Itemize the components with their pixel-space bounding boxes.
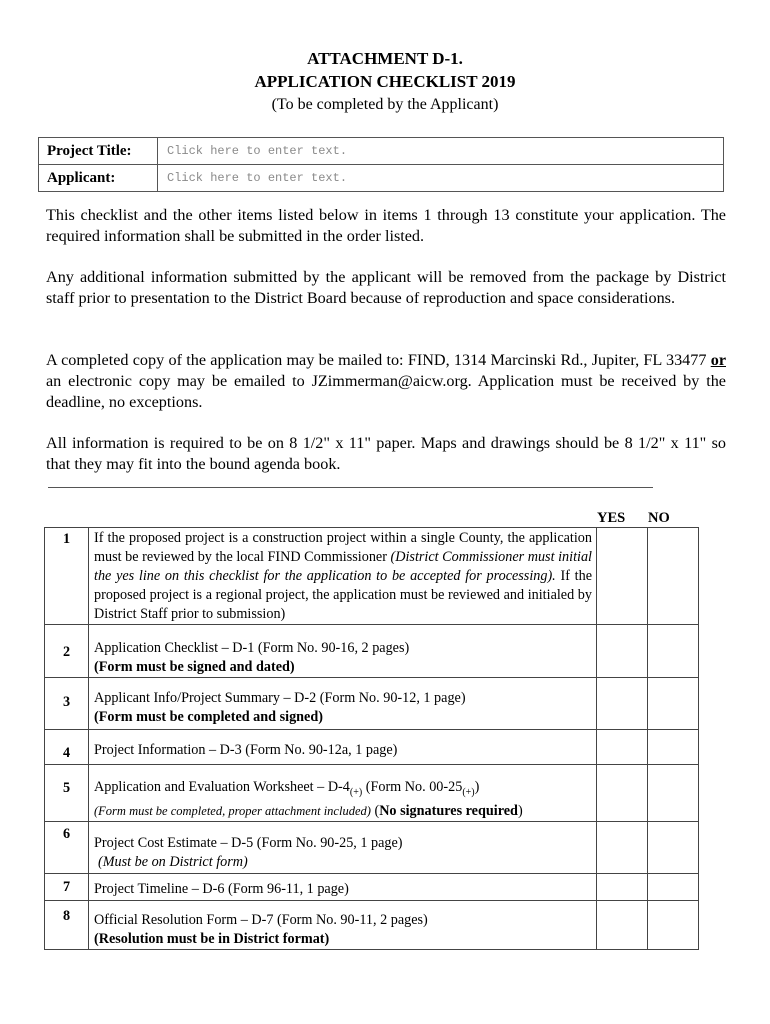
item-description bbox=[89, 730, 597, 765]
item-1-text-italic: (District Commissioner must initial the yes line on this checklist for the application to be accepted for processing). bbox=[94, 549, 592, 584]
item-number: 3 bbox=[45, 678, 89, 730]
item-5-line-a: Application and Evaluation Worksheet – D-4 bbox=[94, 779, 350, 795]
instructions-paragraph-4: All information is required to be on 8 1/2" x 11" paper. Maps and drawings should be 8 1/2" x 11" so that they may fit into the bound agenda book. bbox=[46, 434, 726, 473]
no-checkbox[interactable] bbox=[648, 528, 699, 625]
no-checkbox[interactable] bbox=[648, 730, 699, 765]
item-line: Project Cost Estimate – D-5 (Form No. 90-25, 1 page) bbox=[94, 834, 403, 851]
item-line: Project Information – D-3 (Form No. 90-12a, 1 page) bbox=[94, 742, 398, 758]
item-line bbox=[94, 778, 592, 802]
checklist-title: APPLICATION CHECKLIST 2019 bbox=[254, 72, 516, 91]
item-number: 8 bbox=[45, 900, 89, 949]
item-description bbox=[89, 821, 597, 873]
checklist-subtitle: (To be completed by the Applicant) bbox=[271, 96, 499, 113]
item-5-sup-2: (+) bbox=[462, 786, 475, 798]
no-checkbox[interactable] bbox=[648, 678, 699, 730]
attachment-title: ATTACHMENT D-1. bbox=[307, 49, 463, 68]
item-5-note-italic: (Form must be completed, proper attachment included) bbox=[94, 803, 371, 818]
checklist-row bbox=[45, 730, 699, 765]
item-line: Project Timeline – D-6 (Form 96-11, 1 page) bbox=[94, 880, 349, 897]
project-title-label: Project Title: bbox=[39, 138, 158, 165]
item-description bbox=[89, 678, 597, 730]
item-number: 6 bbox=[45, 821, 89, 873]
instructions-paragraph-2: Any additional information submitted by the applicant will be removed from the package by District staff prior to presentation to the District Board because of reproduction and space considerations. bbox=[46, 268, 726, 307]
yes-checkbox[interactable] bbox=[597, 625, 648, 678]
item-5-line-c: ) bbox=[474, 779, 480, 795]
yes-checkbox[interactable] bbox=[597, 678, 648, 730]
yes-checkbox[interactable] bbox=[597, 900, 648, 949]
or-emphasis: or bbox=[710, 351, 726, 369]
item-note: (Resolution must be in District format) bbox=[94, 930, 330, 947]
item-5-sup-1: (+) bbox=[349, 786, 363, 798]
yes-checkbox[interactable] bbox=[597, 730, 648, 765]
item-line: Official Resolution Form – D-7 (Form No. 90-11, 2 pages) bbox=[94, 911, 428, 928]
checklist-row bbox=[45, 873, 699, 900]
no-checkbox[interactable] bbox=[648, 765, 699, 822]
instructions-paragraph-1: This checklist and the other items listed below in items 1 through 13 constitute your application. The required information shall be submitted in the order listed. bbox=[46, 206, 726, 245]
item-note: (Form must be completed and signed) bbox=[94, 709, 323, 725]
yes-checkbox[interactable] bbox=[597, 821, 648, 873]
project-title-field[interactable]: Click here to enter text. bbox=[158, 138, 724, 165]
checklist-row bbox=[45, 625, 699, 678]
checklist-row bbox=[45, 900, 699, 949]
item-number: 4 bbox=[45, 730, 89, 765]
item-line: Application Checklist – D-1 (Form No. 90-16, 2 pages) bbox=[94, 640, 410, 656]
item-5-line-b: (Form No. 00-25 bbox=[362, 779, 463, 795]
section-divider bbox=[48, 487, 653, 488]
item-description bbox=[89, 528, 597, 625]
item-description bbox=[89, 765, 597, 822]
checklist-row bbox=[45, 528, 699, 625]
no-checkbox[interactable] bbox=[648, 625, 699, 678]
item-5-note-close: ) bbox=[517, 802, 523, 819]
item-1-text-a: If the proposed project is a construction project within a single County, the application must be reviewed by the local FIND Commissioner bbox=[94, 530, 592, 565]
item-description bbox=[89, 625, 597, 678]
checklist-row bbox=[45, 765, 699, 822]
no-checkbox[interactable] bbox=[648, 873, 699, 900]
no-column-header: NO bbox=[648, 510, 670, 526]
yes-column-header: YES bbox=[597, 510, 626, 526]
item-description bbox=[89, 873, 597, 900]
item-number: 5 bbox=[45, 765, 89, 822]
item-note: (Must be on District form) bbox=[98, 853, 248, 870]
item-line: Applicant Info/Project Summary – D-2 (Form No. 90-12, 1 page) bbox=[94, 690, 466, 706]
checklist-row bbox=[45, 678, 699, 730]
item-5-note-open: ( bbox=[370, 802, 380, 819]
mailing-text: A completed copy of the application may be mailed to: FIND, 1314 Marcinski Rd., Jupiter, FL 33477 bbox=[46, 351, 711, 369]
item-note: (Form must be signed and dated) bbox=[94, 659, 295, 675]
yes-checkbox[interactable] bbox=[597, 873, 648, 900]
item-note bbox=[94, 802, 592, 821]
project-info-table bbox=[38, 137, 724, 192]
item-number: 7 bbox=[45, 873, 89, 900]
item-number: 1 bbox=[45, 528, 89, 625]
no-checkbox[interactable] bbox=[648, 900, 699, 949]
checklist-row bbox=[45, 821, 699, 873]
no-checkbox[interactable] bbox=[648, 821, 699, 873]
yes-checkbox[interactable] bbox=[597, 765, 648, 822]
email-text: an electronic copy may be emailed to JZimmerman@aicw.org. Application must be received by the deadline, no exceptions. bbox=[46, 372, 726, 411]
instructions-paragraph-3 bbox=[46, 350, 726, 413]
applicant-label: Applicant: bbox=[39, 165, 158, 192]
applicant-field[interactable]: Click here to enter text. bbox=[158, 165, 724, 192]
item-number: 2 bbox=[45, 625, 89, 678]
yes-checkbox[interactable] bbox=[597, 528, 648, 625]
item-1-text-b: If the proposed project is a regional project, the application must be reviewed and initialed by District Staff prior to submission) bbox=[94, 568, 592, 622]
item-5-note-bold: No signatures required bbox=[379, 802, 518, 819]
checklist-table bbox=[44, 527, 699, 950]
item-description bbox=[89, 900, 597, 949]
